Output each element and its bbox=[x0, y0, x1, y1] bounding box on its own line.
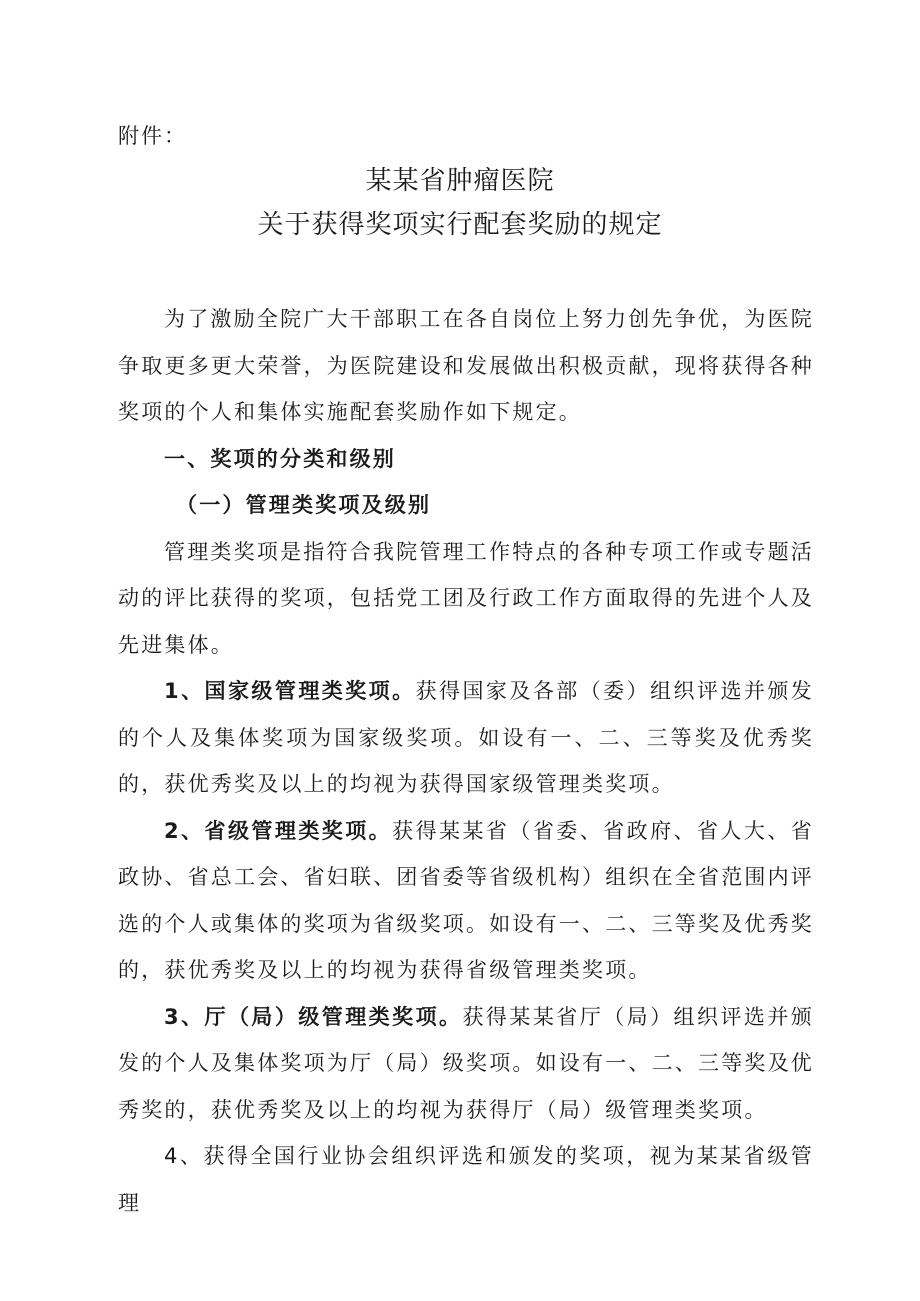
subsection-heading: （一）管理类奖项及级别 bbox=[176, 493, 432, 517]
intro-paragraph: 为了激励全院广大干部职工在各自岗位上努力创先争优，为医院争取更多更大荣誉，为医院建设和发展做出积极贡献，现将获得各种奖项的个人和集体实施配套奖励作如下规定。 bbox=[118, 307, 814, 424]
award-item-lead: 2、省级管理类奖项。 bbox=[164, 818, 393, 843]
award-item-lead: 3、厅（局）级管理类奖项。 bbox=[164, 1004, 463, 1029]
document-body bbox=[118, 296, 814, 1226]
award-item-lead: 1、国家级管理类奖项。 bbox=[164, 679, 416, 703]
award-item-text: 4、获得全国行业协会组织评选和颁发的奖项，视为某某省级管理 bbox=[118, 1144, 814, 1215]
award-item-national bbox=[118, 668, 814, 808]
award-item-bureau bbox=[118, 994, 814, 1134]
document-title-line1: 某某省肿瘤医院 bbox=[365, 166, 555, 196]
award-item-association bbox=[118, 1133, 814, 1226]
award-item-text: 获得国家及各部（委）组织评选并颁发的个人及集体奖项为国家级奖项。如设有一、二、三等奖及优秀奖的，获优秀奖及以上的均视为获得国家级管理类奖项。 bbox=[118, 679, 814, 796]
document-title-line2: 关于获得奖项实行配套奖励的规定 bbox=[257, 210, 663, 240]
award-item-text: 获得某某省（省委、省政府、省人大、省政协、省总工会、省妇联、团省委等省级机构）组织在全省范围内评选的个人或集体的奖项为省级奖项。如设有一、二、三等奖及优秀奖的，获优秀奖及以上的均视为获得省级管理类奖项。 bbox=[118, 818, 814, 982]
award-item-provincial bbox=[118, 808, 814, 994]
subsection-description: 管理类奖项是指符合我院管理工作特点的各种专项工作或专题活动的评比获得的奖项，包括党工团及行政工作方面取得的先进个人及先进集体。 bbox=[118, 539, 814, 657]
attachment-label: 附件： bbox=[118, 124, 187, 148]
section-heading: 一、奖项的分类和级别 bbox=[164, 446, 396, 471]
award-item-text: 获得某某省厅（局）组织评选并颁发的个人及集体奖项为厅（局）级奖项。如设有一、二、三等奖及优秀奖的，获优秀奖及以上的均视为获得厅（局）级管理类奖项。 bbox=[118, 1004, 814, 1122]
